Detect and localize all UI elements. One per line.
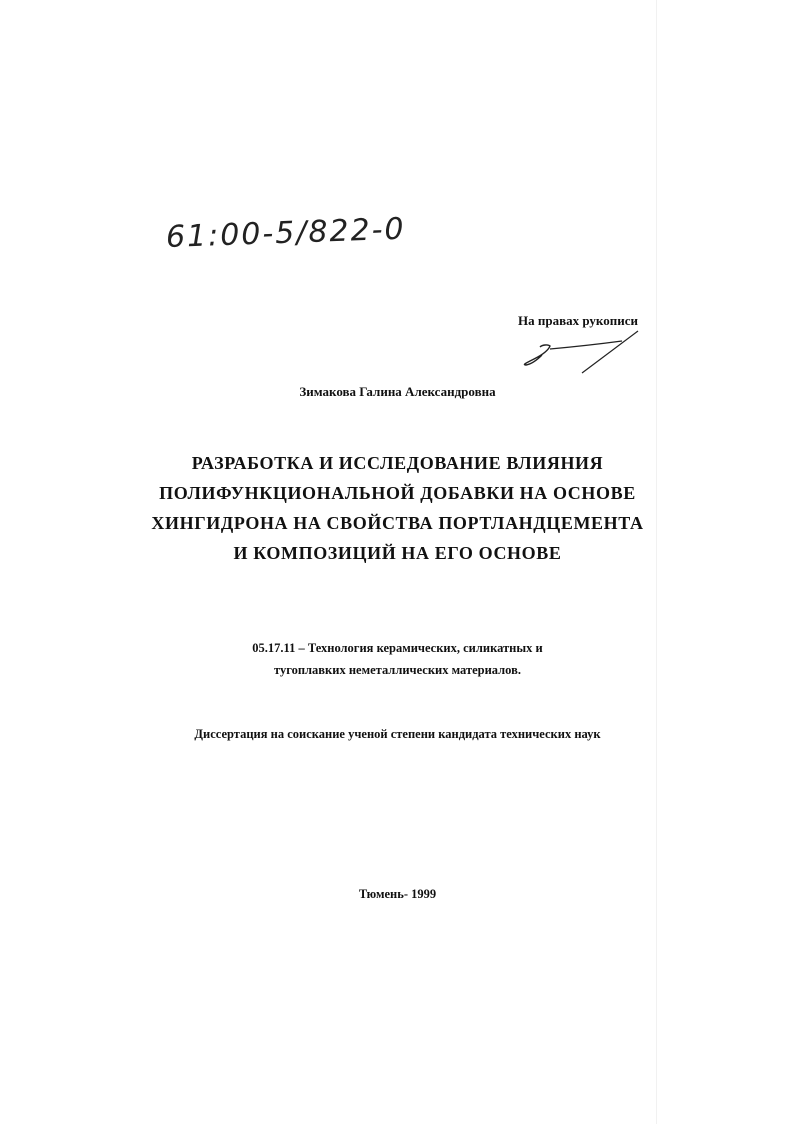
author-name: Зимакова Галина Александровна: [299, 384, 496, 399]
degree-statement: Диссертация на соискание ученой степени кандидата технических наук: [194, 727, 601, 741]
specialty-code: [0, 637, 795, 681]
title-line: И КОМПОЗИЦИЙ НА ЕГО ОСНОВЕ: [233, 543, 562, 563]
specialty-line: тугоплавких неметаллических материалов.: [274, 663, 521, 677]
handwritten-signature: [512, 325, 652, 385]
title-line: ПОЛИФУНКЦИОНАЛЬНОЙ ДОБАВКИ НА ОСНОВЕ: [159, 483, 636, 503]
title-line: РАЗРАБОТКА И ИССЛЕДОВАНИЕ ВЛИЯНИЯ: [191, 453, 604, 473]
place-and-year: Тюмень- 1999: [358, 887, 437, 901]
dissertation-title: [0, 448, 795, 568]
title-line: ХИНГИДРОНА НА СВОЙСТВА ПОРТЛАНДЦЕМЕНТА: [151, 513, 644, 533]
rights-notice: На правах рукописи: [518, 313, 638, 328]
specialty-line: 05.17.11 – Технология керамических, силикатных и: [252, 641, 543, 655]
handwritten-catalog-code: 61:00-5/822-0: [165, 211, 407, 255]
